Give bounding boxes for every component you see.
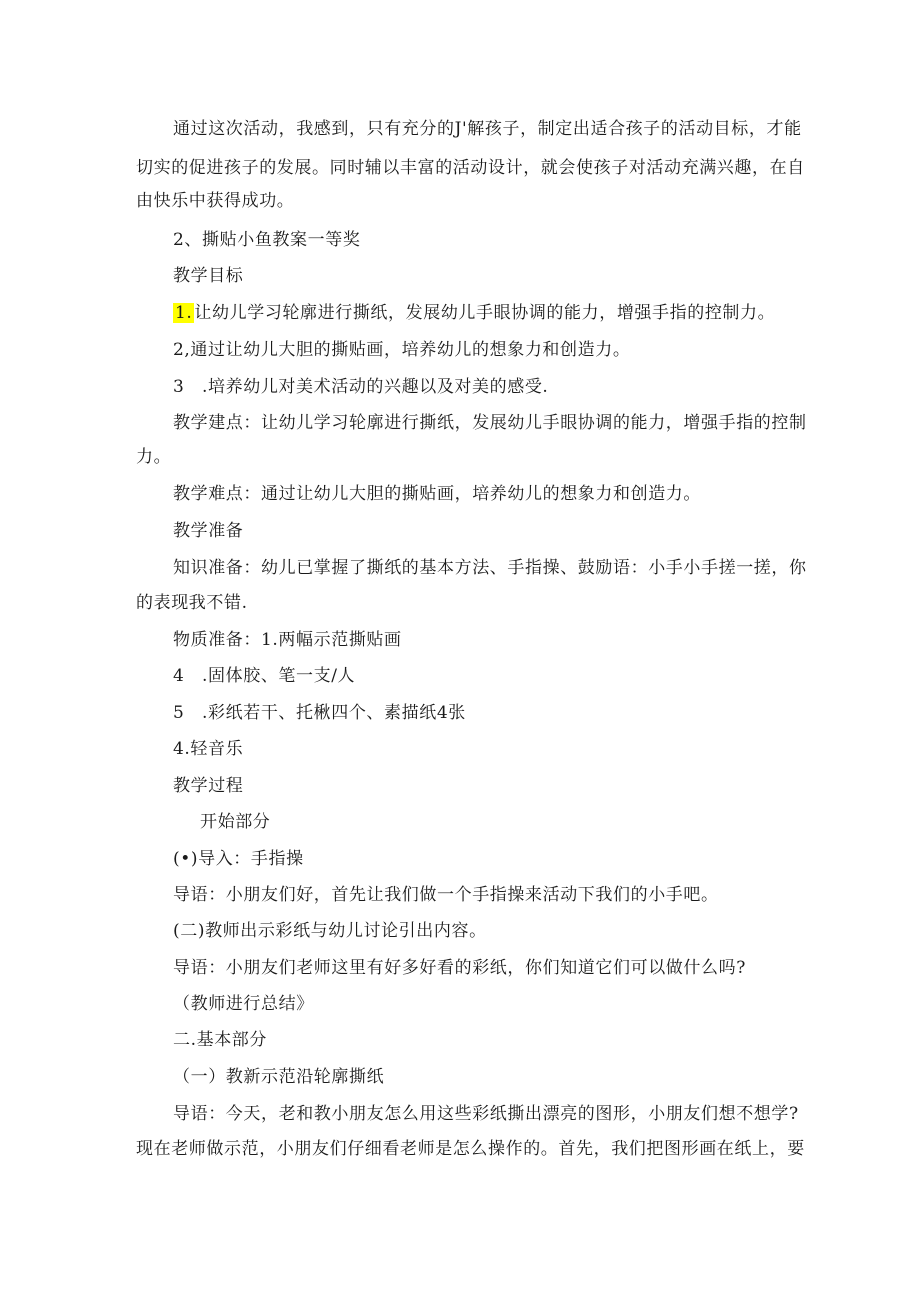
paragraph-line: 导语：小朋友们好，首先让我们做一个手指操来活动下我们的小手吧。 [173,885,719,905]
paragraph-line: 切实的促进孩子的发展。同时辅以丰富的活动设计，就会使孩子对活动充满兴趣，在自 [136,158,805,178]
paragraph-line: 现在老师做示范，小朋友们仔细看老师是怎么操作的。首先，我们把图形画在纸上，要 [136,1139,805,1159]
paragraph-line: （教师进行总结》 [173,994,314,1014]
paragraph-line: 由快乐中获得成功。 [136,191,295,211]
list-item: 物质准备：1.两幅示范撕贴画 [173,630,402,650]
paragraph-line: 的表现我不错. [136,593,248,613]
list-item: 4.轻音乐 [173,739,244,759]
section-heading: 2、撕贴小鱼教案一等奖 [173,230,361,250]
section-heading: 二.基本部分 [173,1030,268,1050]
objective-text: 让幼儿学习轮廓进行撕纸，发展幼儿手眼协调的能力，增强手指的控制力。 [194,303,776,323]
paragraph-line: 导语：小朋友们老师这里有好多好看的彩纸，你们知道它们可以做什么吗? [173,958,746,978]
subheading: 教学过程 [173,776,244,796]
paragraph-line: 教学难点：通过让幼儿大胆的撕贴画，培养幼儿的想象力和创造力。 [173,484,701,504]
paragraph-line: 导语：今天，老和教小朋友怎么用这些彩纸撕出漂亮的图形，小朋友们想不想学? [173,1104,799,1124]
list-item: (•)导入：手指操 [173,849,304,869]
objective-item-2: 2,通过让幼儿大胆的撕贴画，培养幼儿的想象力和创造力。 [173,340,631,360]
paragraph-line: 通过这次活动，我感到，只有充分的J'解孩子，制定出适合孩子的活动目标，才能 [173,119,802,139]
objective-item-3: 3 .培养幼儿对美术活动的兴趣以及对美的感受. [173,377,549,397]
subheading: 教学准备 [173,521,244,541]
list-item: （一）教新示范沿轮廓撕纸 [173,1067,385,1087]
list-item: (二)教师出示彩纸与幼儿讨论引出内容。 [173,921,487,941]
subheading: 教学目标 [173,266,244,286]
list-item: 5 .彩纸若干、托楸四个、素描纸4张 [173,703,466,723]
objective-item-1 [173,302,775,324]
subheading: 开始部分 [200,812,271,832]
paragraph-line: 力。 [136,447,172,467]
highlighted-number: 1. [175,303,193,323]
paragraph-line: 教学建点：让幼儿学习轮廓进行撕纸，发展幼儿手眼协调的能力，增强手指的控制 [173,413,807,433]
list-item: 4 .固体胶、笔一支/人 [173,666,356,686]
paragraph-line: 知识准备：幼儿已掌握了撕纸的基本方法、手指操、鼓励语：小手小手搓一搓，你 [173,558,807,578]
